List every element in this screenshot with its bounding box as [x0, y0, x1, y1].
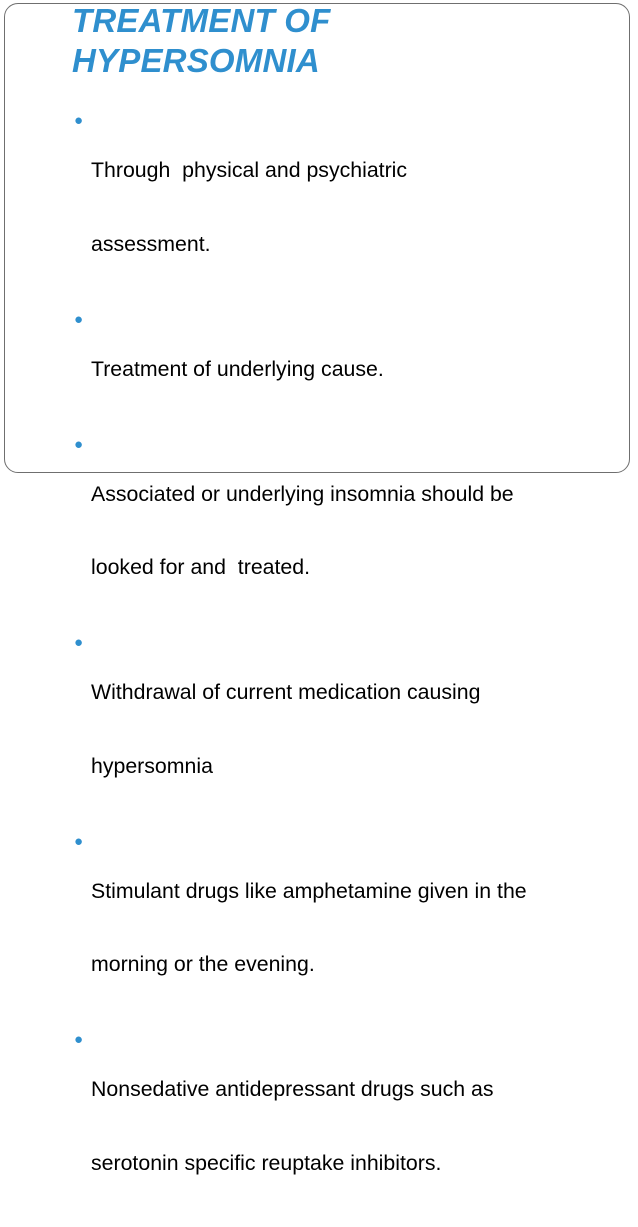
bullet-text-line: hypersomnia — [91, 753, 213, 778]
circle-bullet-icon: ● — [74, 112, 84, 129]
bullet-text — [91, 134, 614, 305]
bullet-text — [91, 457, 614, 628]
circle-bullet-icon: ● — [74, 832, 84, 850]
slide-title-line-2: HYPERSOMNIA — [72, 42, 320, 79]
bullet-text — [91, 1053, 614, 1224]
bullet-text-line: Through physical and psychiatric — [91, 158, 408, 182]
bullet-text-line: Withdrawal of current medication causing — [91, 680, 481, 704]
bullet-item — [74, 1028, 614, 1224]
bullet-item — [74, 109, 614, 305]
circle-bullet-icon: ● — [74, 634, 84, 651]
bullet-text-line: Treatment of underlying cause. — [91, 356, 384, 381]
bullet-text-line: Stimulant drugs like amphetamine given in the — [91, 878, 527, 903]
slide-title — [72, 1, 330, 81]
bullet-item — [74, 308, 614, 431]
bullet-text-line: Associated or underlying insomnia should be — [91, 481, 514, 506]
bullet-text-line: looked for and treated. — [91, 555, 311, 579]
circle-bullet-icon: ● — [74, 435, 84, 453]
bullet-item — [74, 830, 614, 1026]
bullet-text-line: morning or the evening. — [91, 952, 315, 976]
bullet-text — [91, 332, 614, 430]
bullet-list — [74, 109, 614, 1227]
bullet-text-line: Nonsedative antidepressant drugs such as — [91, 1077, 494, 1101]
bullet-text — [91, 656, 614, 827]
bullet-item — [74, 433, 614, 629]
bullet-item — [74, 631, 614, 827]
circle-bullet-icon: ● — [74, 1031, 84, 1048]
bullet-text — [91, 854, 614, 1025]
bullet-text-line: serotonin specific reuptake inhibitors. — [91, 1150, 442, 1175]
bullet-text-line: assessment. — [91, 231, 211, 256]
slide-title-line-1: TREATMENT OF — [72, 2, 331, 39]
circle-bullet-icon: ● — [74, 310, 84, 328]
